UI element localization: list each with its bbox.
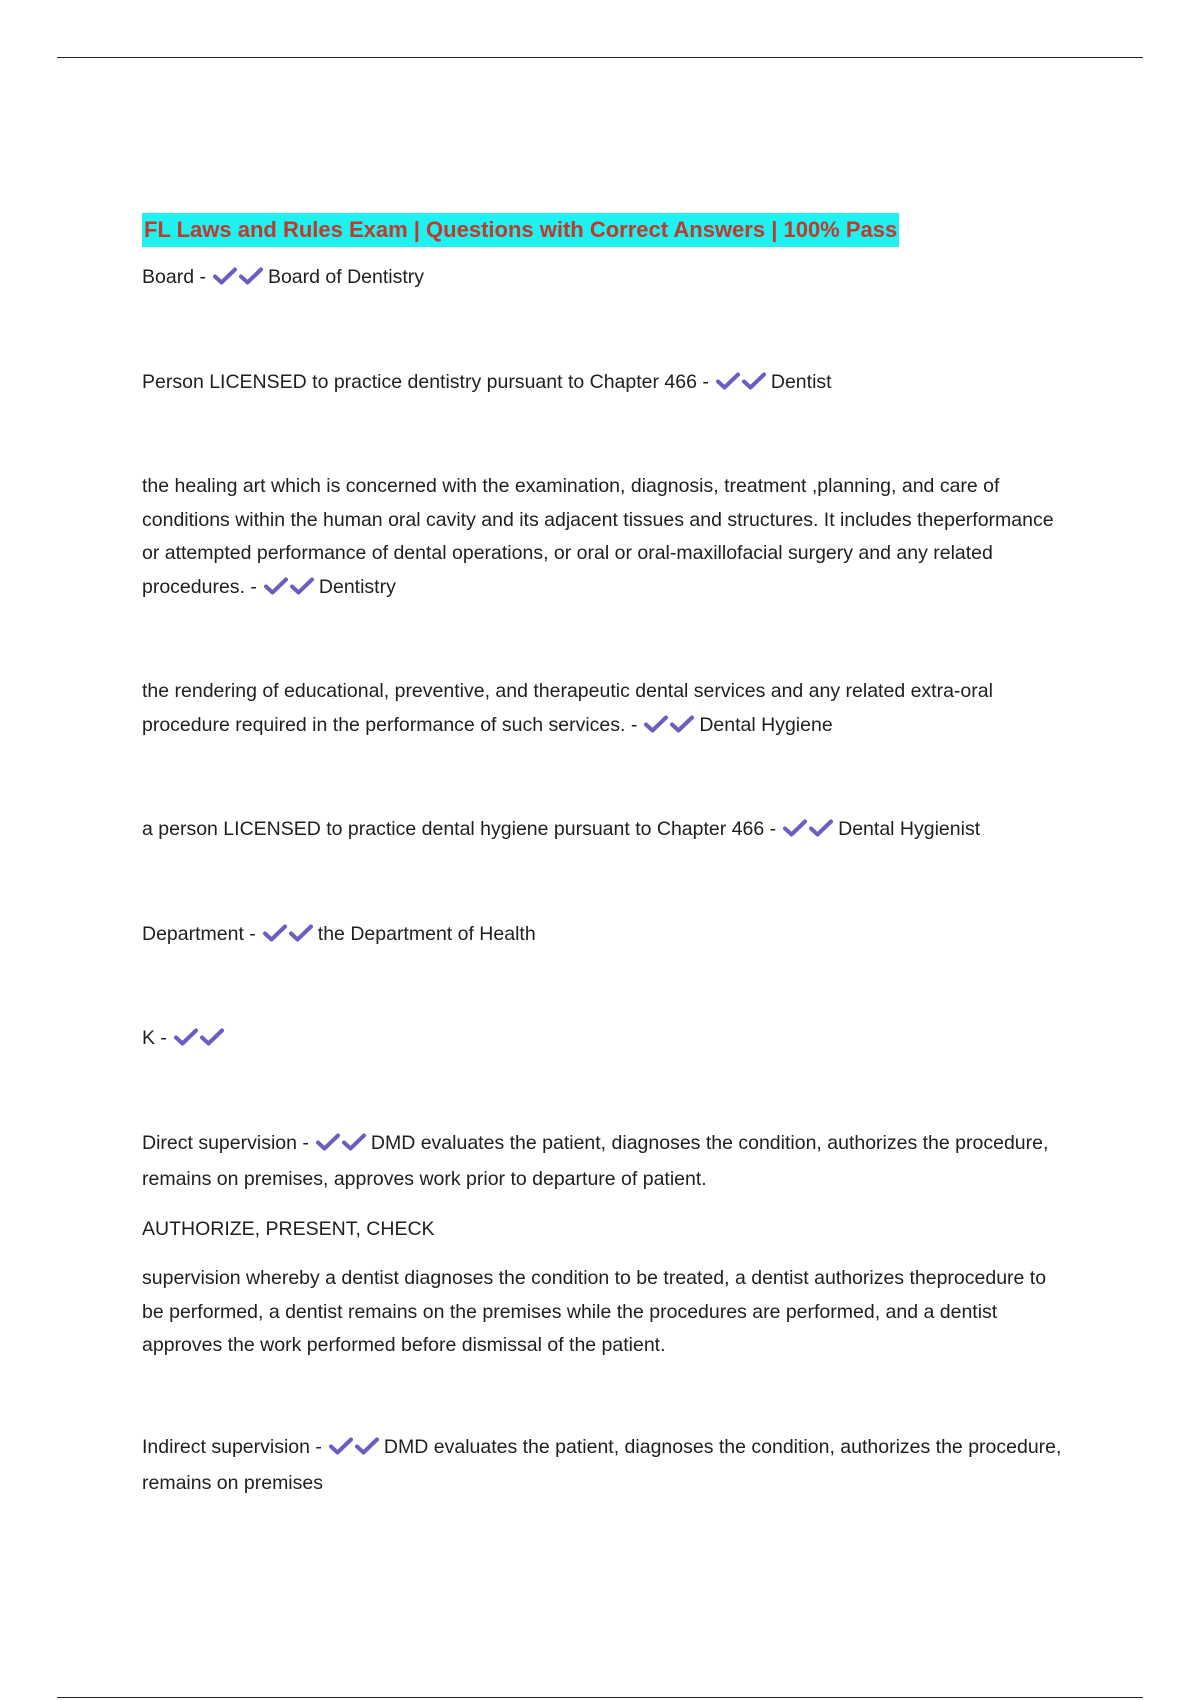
entry-answer: Dental Hygiene bbox=[699, 713, 833, 736]
check-icon bbox=[289, 576, 315, 596]
entry-dental-hygienist bbox=[142, 813, 1062, 850]
check-pair bbox=[263, 574, 315, 608]
bottom-rule bbox=[57, 1697, 1143, 1698]
entry-term: Person LICENSED to practice dentistry pursuant to Chapter 466 - bbox=[142, 370, 709, 393]
check-icon bbox=[354, 1436, 380, 1456]
entry-answer: Board of Dentistry bbox=[267, 266, 425, 288]
entry-indirect-supervision bbox=[142, 1431, 1062, 1501]
entry-term: Department - bbox=[142, 922, 256, 945]
entry-dental-hygiene bbox=[142, 675, 1062, 745]
check-icon bbox=[263, 576, 289, 596]
entry-term: K - bbox=[142, 1027, 167, 1049]
check-pair bbox=[782, 816, 834, 850]
check-icon bbox=[262, 923, 288, 943]
entry-board bbox=[142, 261, 1062, 298]
entry-extra-line: AUTHORIZE, PRESENT, CHECK bbox=[142, 1217, 435, 1240]
entry-answer: the Department of Health bbox=[317, 922, 536, 945]
check-icon bbox=[669, 714, 695, 734]
check-icon bbox=[715, 371, 741, 391]
entry-answer: Dentistry bbox=[318, 575, 396, 598]
entry-k bbox=[142, 1022, 1062, 1059]
check-pair bbox=[173, 1025, 225, 1059]
entry-answer: Dentist bbox=[770, 370, 832, 393]
entry-term: a person LICENSED to practice dental hygiene pursuant to Chapter 466 - bbox=[142, 818, 777, 840]
check-icon bbox=[741, 371, 767, 391]
check-icon bbox=[341, 1132, 367, 1152]
check-icon bbox=[238, 266, 264, 286]
entry-term: the rendering of educational, preventive, and therapeutic dental services and any related extra-oral procedure required in the performance of such services. - bbox=[142, 680, 993, 736]
check-icon bbox=[199, 1027, 225, 1047]
check-icon bbox=[328, 1436, 354, 1456]
check-icon bbox=[808, 818, 834, 838]
check-pair bbox=[643, 712, 695, 746]
entry-term: Direct supervision - bbox=[142, 1131, 309, 1154]
entry-department bbox=[142, 918, 1062, 955]
check-icon bbox=[173, 1027, 199, 1047]
top-rule bbox=[57, 57, 1143, 58]
check-pair bbox=[315, 1130, 367, 1164]
check-icon bbox=[288, 923, 314, 943]
document-title: FL Laws and Rules Exam | Questions with Correct Answers | 100% Pass bbox=[142, 213, 899, 247]
check-pair bbox=[715, 369, 767, 403]
entry-direct-supervision bbox=[142, 1127, 1062, 1363]
entry-term: Indirect supervision - bbox=[142, 1435, 322, 1458]
document-body bbox=[142, 213, 1062, 1501]
entry-answer: DMD evaluates the patient, diagnoses the condition, authorizes the procedure, remains on premises bbox=[142, 1435, 1062, 1494]
check-pair bbox=[262, 921, 314, 955]
check-icon bbox=[643, 714, 669, 734]
check-pair bbox=[328, 1434, 380, 1468]
check-pair bbox=[212, 264, 264, 298]
entry-extra-paragraph: supervision whereby a dentist diagnoses the condition to be treated, a dentist authorizes theprocedure to be performed, a dentist remains on the premises while the procedures are performed, and a dentist approves the work performed before dismissal of the patient. bbox=[142, 1267, 1047, 1356]
entry-answer: DMD evaluates the patient, diagnoses the condition, authorizes the procedure, remains on premises, approves work prior to departure of patient. bbox=[142, 1131, 1049, 1190]
check-icon bbox=[782, 818, 808, 838]
entry-term: the healing art which is concerned with the examination, diagnosis, treatment ,planning, and care of conditions within the human oral cavity and its adjacent tissues and structures. It includes theperformance or attempted performance of dental operations, or oral or oral-maxillofacial surgery and any related procedures. - bbox=[142, 475, 1054, 598]
check-icon bbox=[212, 266, 238, 286]
entry-dentist bbox=[142, 366, 1062, 403]
check-icon bbox=[315, 1132, 341, 1152]
entry-answer: Dental Hygienist bbox=[838, 818, 981, 840]
entry-term: Board - bbox=[142, 266, 206, 288]
entry-dentistry bbox=[142, 470, 1062, 607]
